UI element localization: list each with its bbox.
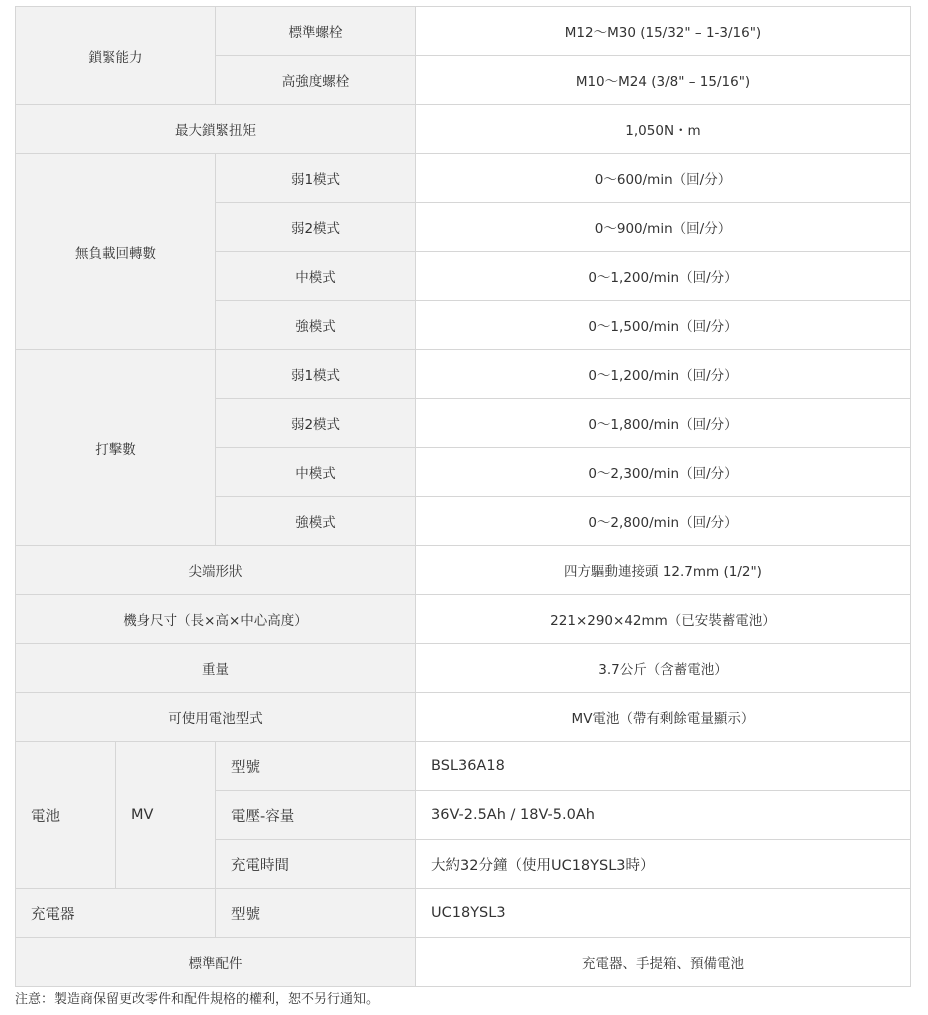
battery-sub-label: MV xyxy=(116,742,216,889)
voltage-capacity-label: 電壓-容量 xyxy=(216,791,416,840)
mode-value: 0～1,500/min（回/分） xyxy=(416,301,911,350)
battery-model-label: 型號 xyxy=(216,742,416,791)
mode-value: 0～900/min（回/分） xyxy=(416,203,911,252)
mode-value: 0～2,800/min（回/分） xyxy=(416,497,911,546)
disclaimer-note: 注意：製造商保留更改零件和配件規格的權利，恕不另行通知。 xyxy=(15,992,380,1007)
charge-time-value: 大約32分鐘（使用UC18YSL3時） xyxy=(416,840,911,889)
spec-table xyxy=(15,6,911,987)
mode-label: 強模式 xyxy=(216,497,416,546)
battery-label: 電池 xyxy=(16,742,116,889)
table-row xyxy=(16,546,911,595)
mode-label: 中模式 xyxy=(216,448,416,497)
max-torque-label: 最大鎖緊扭矩 xyxy=(16,105,416,154)
dimensions-value: 221×290×42mm（已安裝蓄電池） xyxy=(416,595,911,644)
mode-value: 0～2,300/min（回/分） xyxy=(416,448,911,497)
mode-label: 弱1模式 xyxy=(216,154,416,203)
table-row xyxy=(16,644,911,693)
table-row xyxy=(16,350,911,399)
battery-type-label: 可使用電池型式 xyxy=(16,693,416,742)
battery-model-value: BSL36A18 xyxy=(416,742,911,791)
table-row xyxy=(16,889,911,938)
table-row xyxy=(16,742,911,791)
accessories-label: 標準配件 xyxy=(16,938,416,987)
table-row xyxy=(16,7,911,56)
mode-label: 弱2模式 xyxy=(216,203,416,252)
mode-label: 強模式 xyxy=(216,301,416,350)
max-torque-value: 1,050N・m xyxy=(416,105,911,154)
mode-value: 0～1,200/min（回/分） xyxy=(416,252,911,301)
table-row xyxy=(16,938,911,987)
anvil-label: 尖端形狀 xyxy=(16,546,416,595)
fastening-label: 鎖緊能力 xyxy=(16,7,216,105)
mode-label: 中模式 xyxy=(216,252,416,301)
standard-bolt-value: M12～M30 (15/32" – 1-3/16") xyxy=(416,7,911,56)
standard-bolt-label: 標準螺栓 xyxy=(216,7,416,56)
high-strength-bolt-label: 高強度螺栓 xyxy=(216,56,416,105)
battery-type-value: MV電池（帶有剩餘電量顯示） xyxy=(416,693,911,742)
mode-value: 0～1,800/min（回/分） xyxy=(416,399,911,448)
mode-value: 0～600/min（回/分） xyxy=(416,154,911,203)
anvil-value: 四方驅動連接頭 12.7mm (1/2") xyxy=(416,546,911,595)
voltage-capacity-value: 36V-2.5Ah / 18V-5.0Ah xyxy=(416,791,911,840)
mode-value: 0～1,200/min（回/分） xyxy=(416,350,911,399)
charger-label: 充電器 xyxy=(16,889,216,938)
high-strength-bolt-value: M10～M24 (3/8" – 15/16") xyxy=(416,56,911,105)
accessories-value: 充電器、手提箱、預備電池 xyxy=(416,938,911,987)
mode-label: 弱1模式 xyxy=(216,350,416,399)
weight-value: 3.7公斤（含蓄電池） xyxy=(416,644,911,693)
table-row xyxy=(16,693,911,742)
table-row xyxy=(16,595,911,644)
charge-time-label: 充電時間 xyxy=(216,840,416,889)
weight-label: 重量 xyxy=(16,644,416,693)
no-load-speed-label: 無負載回轉數 xyxy=(16,154,216,350)
table-row xyxy=(16,154,911,203)
dimensions-label: 機身尺寸（長×高×中心高度） xyxy=(16,595,416,644)
charger-model-value: UC18YSL3 xyxy=(416,889,911,938)
mode-label: 弱2模式 xyxy=(216,399,416,448)
charger-model-label: 型號 xyxy=(216,889,416,938)
impact-rate-label: 打擊數 xyxy=(16,350,216,546)
table-row xyxy=(16,105,911,154)
